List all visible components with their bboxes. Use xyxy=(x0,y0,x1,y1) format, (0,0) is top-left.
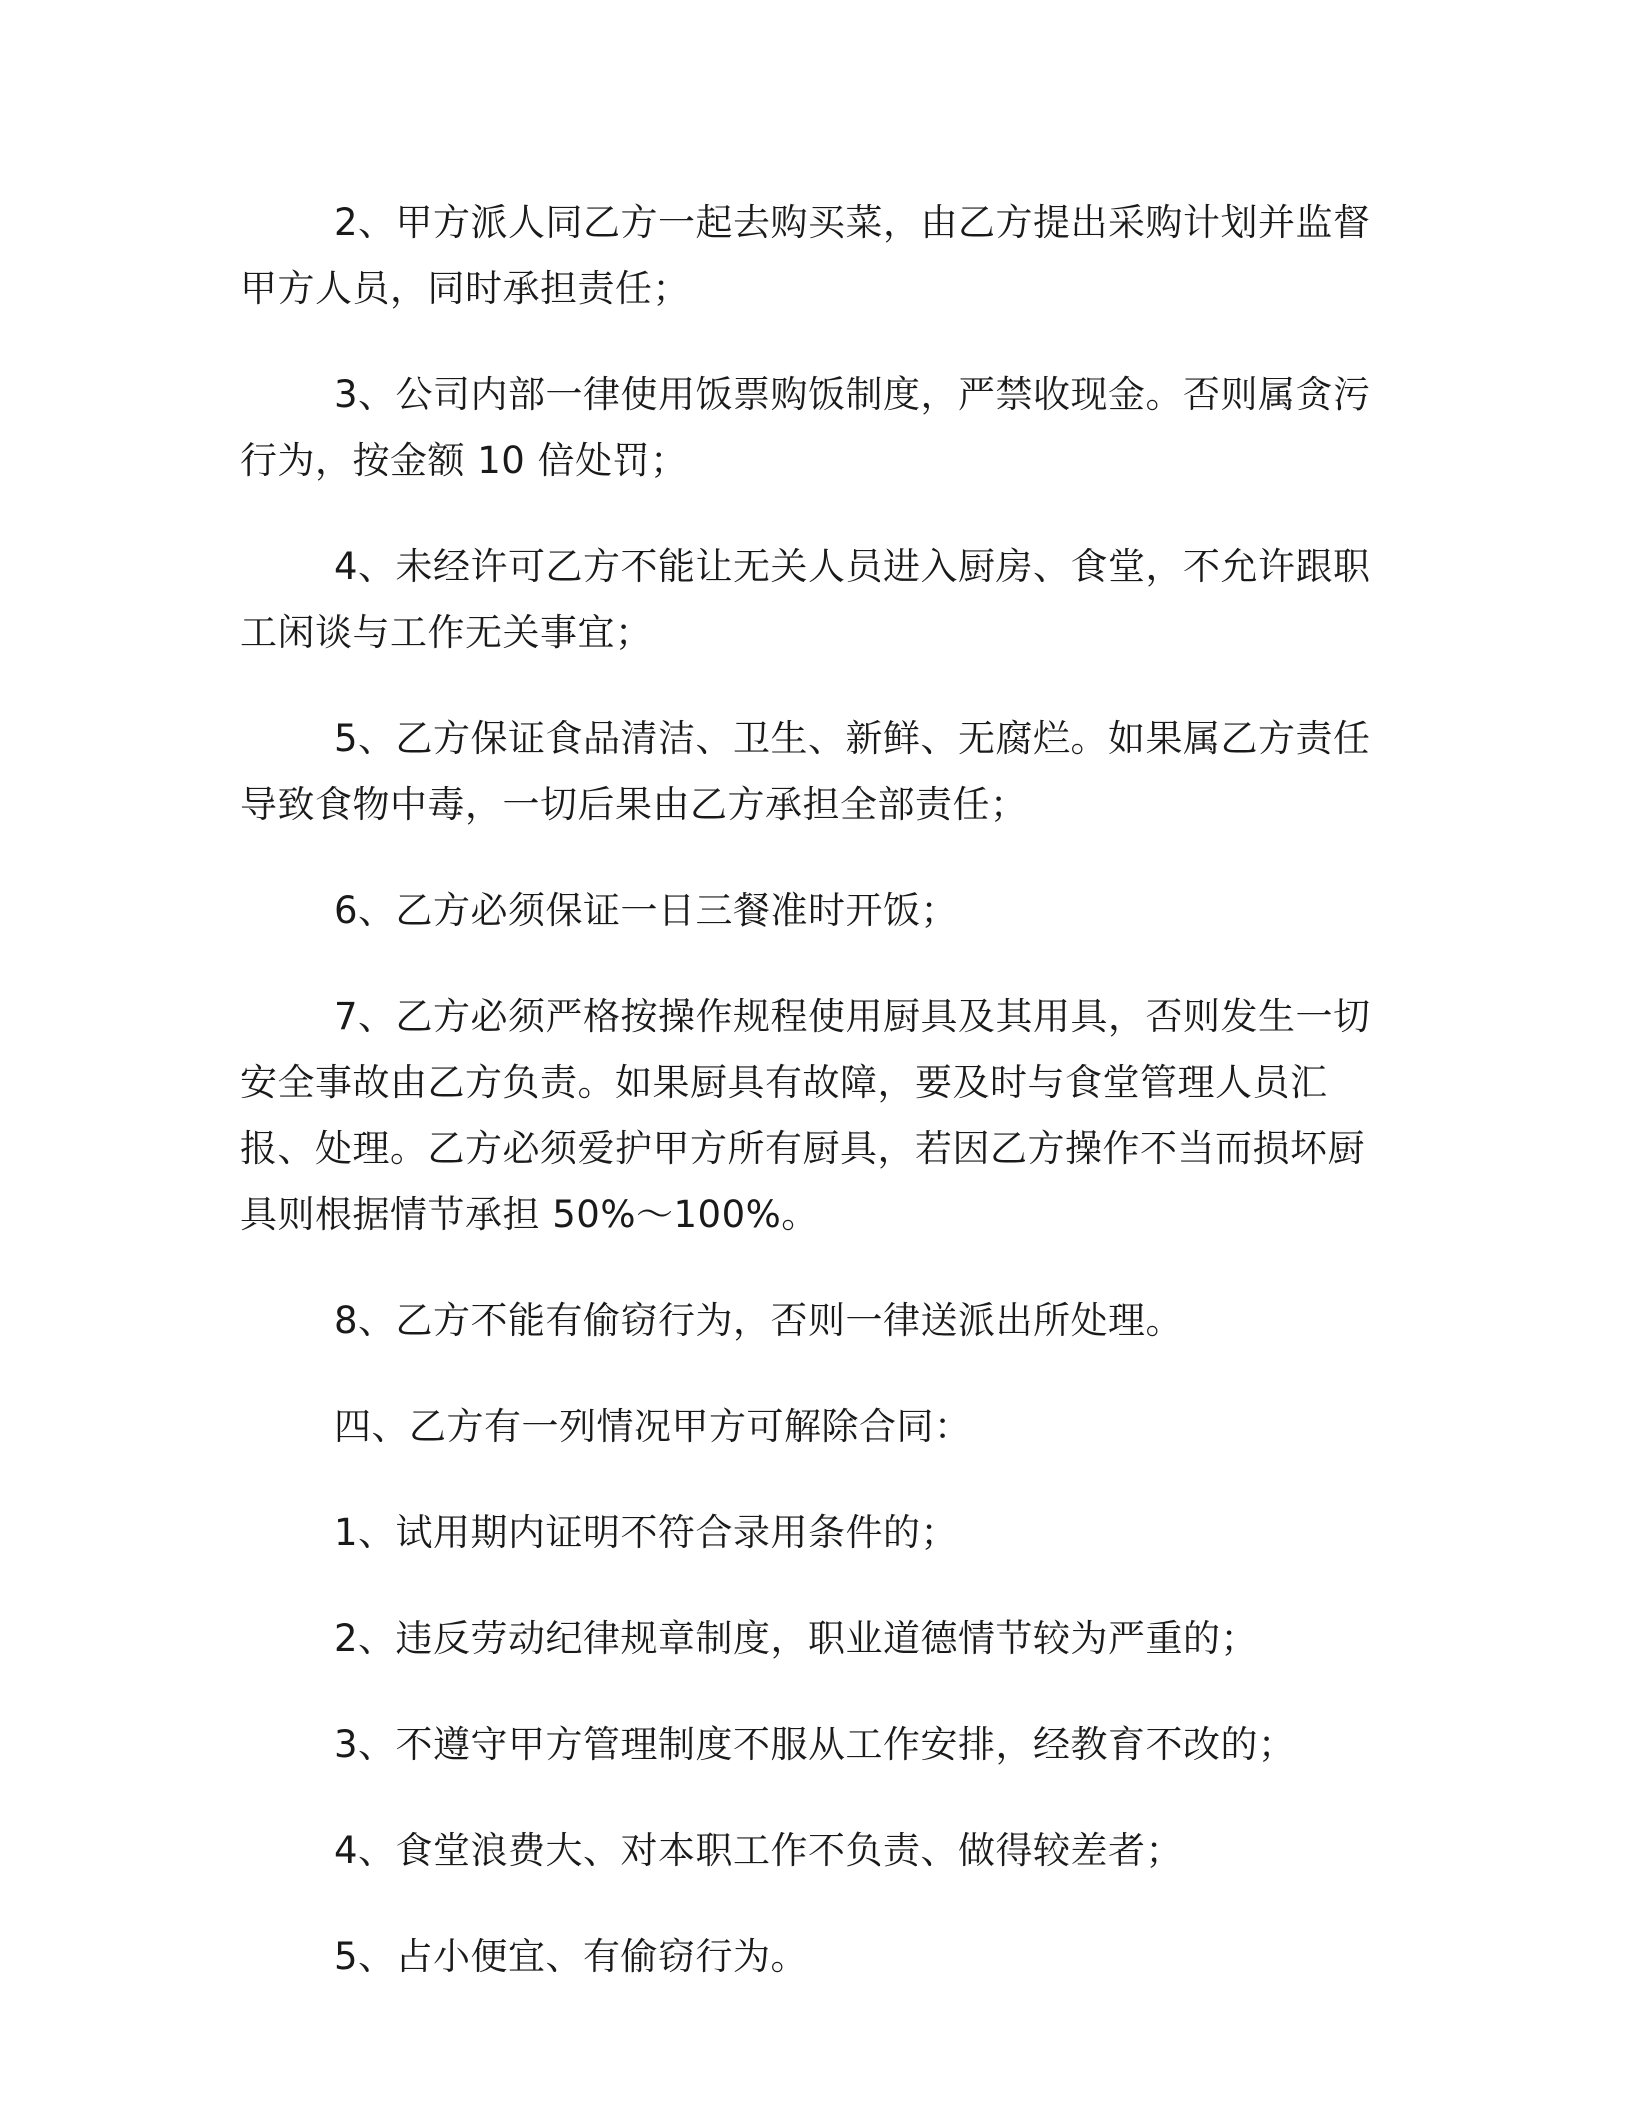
paragraph-equipment: 7、乙方必须严格按操作规程使用厨具及其用具，否则发生一切安全事故由乙方负责。如果厨具有故障，要及时与食堂管理人员汇报、处理。乙方必须爱护甲方所有厨具，若因乙方操作不当而损坏厨具则根据情节承担 50%～100%。 xyxy=(240,995,1371,1236)
termination-item-insubordination: 3、不遵守甲方管理制度不服从工作安排，经教育不改的； xyxy=(334,1723,1296,1766)
paragraph-meal-tickets: 3、公司内部一律使用饭票购饭制度，严禁收现金。否则属贪污行为，按金额 10 倍处罚； xyxy=(240,373,1371,482)
termination-item-discipline: 2、违反劳动纪律规章制度，职业道德情节较为严重的； xyxy=(334,1617,1259,1660)
termination-item-theft: 5、占小便宜、有偷窃行为。 xyxy=(334,1935,809,1978)
paragraph-kitchen-access: 4、未经许可乙方不能让无关人员进入厨房、食堂，不允许跟职工闲谈与工作无关事宜； xyxy=(240,545,1371,654)
paragraph-meal-times: 6、乙方必须保证一日三餐准时开饭； xyxy=(334,889,959,932)
document-body xyxy=(240,190,1380,2030)
paragraph-food-safety: 5、乙方保证食品清洁、卫生、新鲜、无腐烂。如果属乙方责任导致食物中毒，一切后果由乙方承担全部责任； xyxy=(240,717,1371,826)
termination-item-waste: 4、食堂浪费大、对本职工作不负责、做得较差者； xyxy=(334,1829,1184,1872)
termination-item-probation: 1、试用期内证明不符合录用条件的； xyxy=(334,1511,959,1554)
paragraph-purchasing: 2、甲方派人同乙方一起去购买菜，由乙方提出采购计划并监督甲方人员，同时承担责任； xyxy=(240,201,1371,310)
paragraph-theft: 8、乙方不能有偷窃行为，否则一律送派出所处理。 xyxy=(334,1299,1184,1342)
section-heading-termination: 四、乙方有一列情况甲方可解除合同： xyxy=(334,1405,972,1448)
